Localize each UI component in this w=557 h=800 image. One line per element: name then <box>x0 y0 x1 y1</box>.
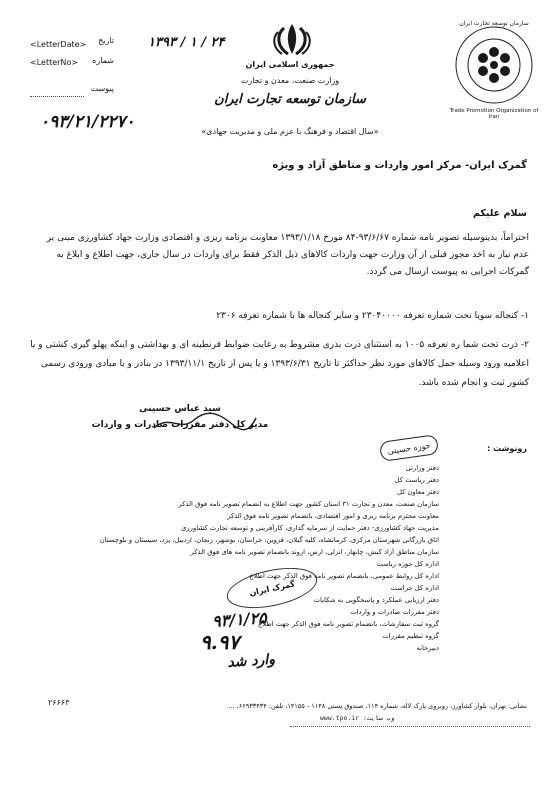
label-date: تاریخ <box>98 36 114 45</box>
slogan: «سال اقتصاد و فرهنگ با عزم ملی و مدیریت جهادی» <box>201 127 379 136</box>
hoze-stamp-label: حوزه حسینی <box>386 440 432 456</box>
recipient: گمرک ایران- مرکز امور واردات و مناطق آزاد و ویژه <box>272 160 527 171</box>
list-item: اداره کل روابط عمومی، بانضمام تصویر نامه فوق الذکر جهت اطلاع <box>249 572 439 580</box>
list-item: مدیریت جهاد کشاورزی- دفتر حمایت از سرمایه گذاری، کارآفرینی و توسعه تجارت کشاورزی <box>181 524 439 532</box>
list-item: دبیرخانه <box>416 644 439 652</box>
list-item: سازمان مناطق آزاد کیش، چابهار، انزلی، ارس، اروند بانضمام تصویر نامه های فوق الذکر <box>190 548 439 556</box>
letter-number: ۰۹۳/۲۱/۲۲۷۰ <box>40 112 135 132</box>
list-item: دفتر معاون کل <box>396 488 439 496</box>
list-item: اداره کل حراست <box>390 584 439 592</box>
list-item: معاونت محترم برنامه ریزی و امور اقتصادی، بانضمام تصویر نامه فوق الذکر <box>227 512 439 520</box>
greeting: سلام علیکم <box>472 208 527 219</box>
handwritten-number: ۹.۹۷ <box>200 630 240 654</box>
ministry-title: وزارت صنعت، معدن و تجارت <box>240 76 340 85</box>
list-item: دفتر ارزیابی عملکرد و پاسخگویی به شکایات <box>313 596 439 604</box>
republic-title: جمهوری اسلامی ایران <box>245 60 335 69</box>
organization-title: سازمان توسعه تجارت ایران <box>214 92 366 107</box>
list-item: اتاق بازرگانی شهرستان مرکزی، کرمانشاه، کلیه گیلان، قزوین، خراسان، بوشهر، زنجان، اردبیل، یزد، سیستان و بلوچستان <box>99 536 439 544</box>
footer-address: نشانی: تهران، بلوار کشاورز، روبروی پارک لاله، شماره ۱۱۴، صندوق پستی ۱۱۴۸ - ۱۴۱۵۵، تلفن: ۶۶۹۳۳۴۳۴، ... <box>228 702 527 710</box>
list-item: دفتر وزارتی <box>405 464 439 472</box>
logo-text-fa: سازمان توسعه تجارت ایران <box>459 20 529 27</box>
signer-title: مدیر کل دفتر مقررات صادرات و واردات <box>91 420 269 430</box>
list-item: سازمان صنعت، معدن و تجارت ۳۱ استان کشور جهت اطلاع به انضمام تصویر نامه فوق الذکر <box>178 500 439 508</box>
copy-header: رونوشت : <box>487 444 527 453</box>
label-attachment: پیوست <box>90 84 114 93</box>
letter-no-tag: <LetterNo> <box>30 58 79 67</box>
list-item: گروه ثبت سفارشات، بانضمام تصویر نامه فوق الذکر جهت اطلاع <box>258 620 439 628</box>
customs-stamp-label: گمرک ایران <box>248 578 296 598</box>
body-paragraph: احتراماً، بدینوسیله تصویر نامه شماره ۹۳/۶/۶۷-۸۴ مورخ ۱۳۹۳/۱/۱۸ معاونت برنامه ریزی و اقتصادی وزارت جهاد کشاورزی مبنی بر عدم نیاز به اخذ مجوز قبلی از آن وزارت جهت واردات کالاهای ذیل الذکر فقط برای واردات در سال جاری، جهت اطلاع و ابلاغ به گمرکات اجرایی به پیوست ارسال می گردد. <box>46 233 529 277</box>
item-2: ۲- ذرت تحت شما ره تعرفه ۱۰۰۵ به استثنای ذرت بذری مشروط به رعایت ضوابط قرنطینه ای و بهداشتی و اینکه پهلو گیری کشتی و یا اعلامیه ورود وسیله حمل کالاهای مورد نظر حداکثر تا تاریخ ۱۳۹۳/۶/۳۱ و یا پس از تاریخ ۱۳۹۳/۱۱/۱ در بنادر و یا مبادی ورودی رسمی کشور ثبت و انجام شده باشد. <box>30 340 529 388</box>
signer-name: سید عباس حسینی <box>139 404 221 414</box>
handwritten-date: ۹۳/۱/۲۵ <box>211 608 268 631</box>
list-item: اداره کل حوزه ریاست <box>376 560 439 568</box>
logo-text-en: Trade Promotion Organization of Iran <box>449 108 539 120</box>
list-item: گروه تنظیم مقررات <box>382 632 439 640</box>
date-value: ۱۳۹۳ / ۱ / ۲۴ <box>148 35 225 50</box>
footer-divider <box>290 726 530 727</box>
handwritten-word: وارد شد <box>226 651 276 671</box>
doc-code: ۲۶۶۶۳ <box>48 698 70 707</box>
list-item: دفتر مقررات صادرات و واردات <box>350 608 439 616</box>
item-1: ۱- کنجاله سویا تحت شماره تعرفه ۲۳۰۴۰۰۰۰ و سایر کنجاله ها با شماره تعرفه ۲۳۰۶ <box>216 311 529 321</box>
label-number: شماره <box>92 56 114 65</box>
letter-date-tag: <LetterDate> <box>30 40 87 49</box>
list-item: دفتر ریاست کل <box>394 476 439 484</box>
footer-website: www.tpo.ir :وب سایت <box>320 714 395 722</box>
